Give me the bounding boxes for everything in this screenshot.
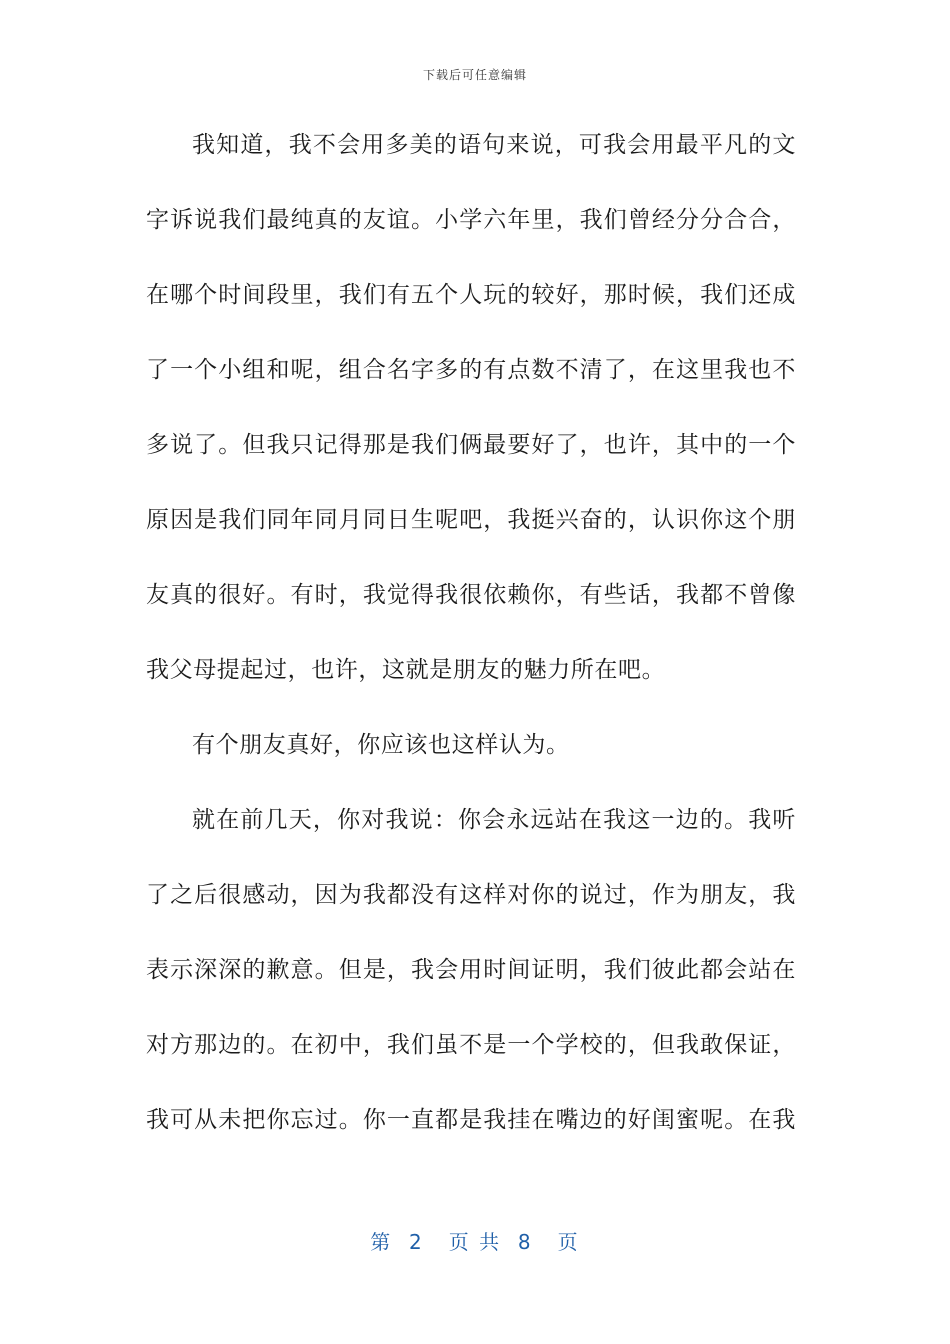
document-body [146, 122, 796, 1172]
paragraph-3-line-4: 对方那边的。在初中，我们虽不是一个学校的，但我敢保证， [146, 1032, 796, 1058]
paragraph-3-line-5: 我可从未把你忘过。你一直都是我挂在嘴边的好闺蜜呢。在我 [146, 1107, 796, 1133]
paragraph-2-line-1: 有个朋友真好，你应该也这样认为。 [192, 732, 570, 758]
paragraph-1-line-8: 我父母提起过，也许，这就是朋友的魅力所在吧。 [146, 657, 666, 683]
paragraph-1-line-1: 我知道，我不会用多美的语句来说，可我会用最平凡的文 [192, 132, 796, 158]
paragraph-1-line-5: 多说了。但我只记得那是我们俩最要好了，也许，其中的一个 [146, 432, 796, 458]
page-header-note: 下载后可任意编辑 [422, 68, 527, 82]
paragraph-3-line-1: 就在前几天，你对我说：你会永远站在我这一边的。我听 [192, 807, 796, 833]
page-number-footer: 第 2 页 共 8 页 [370, 1230, 580, 1254]
paragraph-3-line-3: 表示深深的歉意。但是，我会用时间证明，我们彼此都会站在 [146, 957, 796, 983]
paragraph-1-line-7: 友真的很好。有时，我觉得我很依赖你，有些话，我都不曾像 [146, 582, 796, 608]
paragraph-3-line-2: 了之后很感动，因为我都没有这样对你的说过，作为朋友，我 [146, 882, 796, 908]
paragraph-1-line-6: 原因是我们同年同月同日生呢吧，我挺兴奋的，认识你这个朋 [146, 507, 796, 533]
paragraph-1-line-4: 了一个小组和呢，组合名字多的有点数不清了，在这里我也不 [146, 357, 796, 383]
paragraph-1-line-3: 在哪个时间段里，我们有五个人玩的较好，那时候，我们还成 [146, 282, 796, 308]
paragraph-1-line-2: 字诉说我们最纯真的友谊。小学六年里，我们曾经分分合合， [146, 207, 796, 233]
